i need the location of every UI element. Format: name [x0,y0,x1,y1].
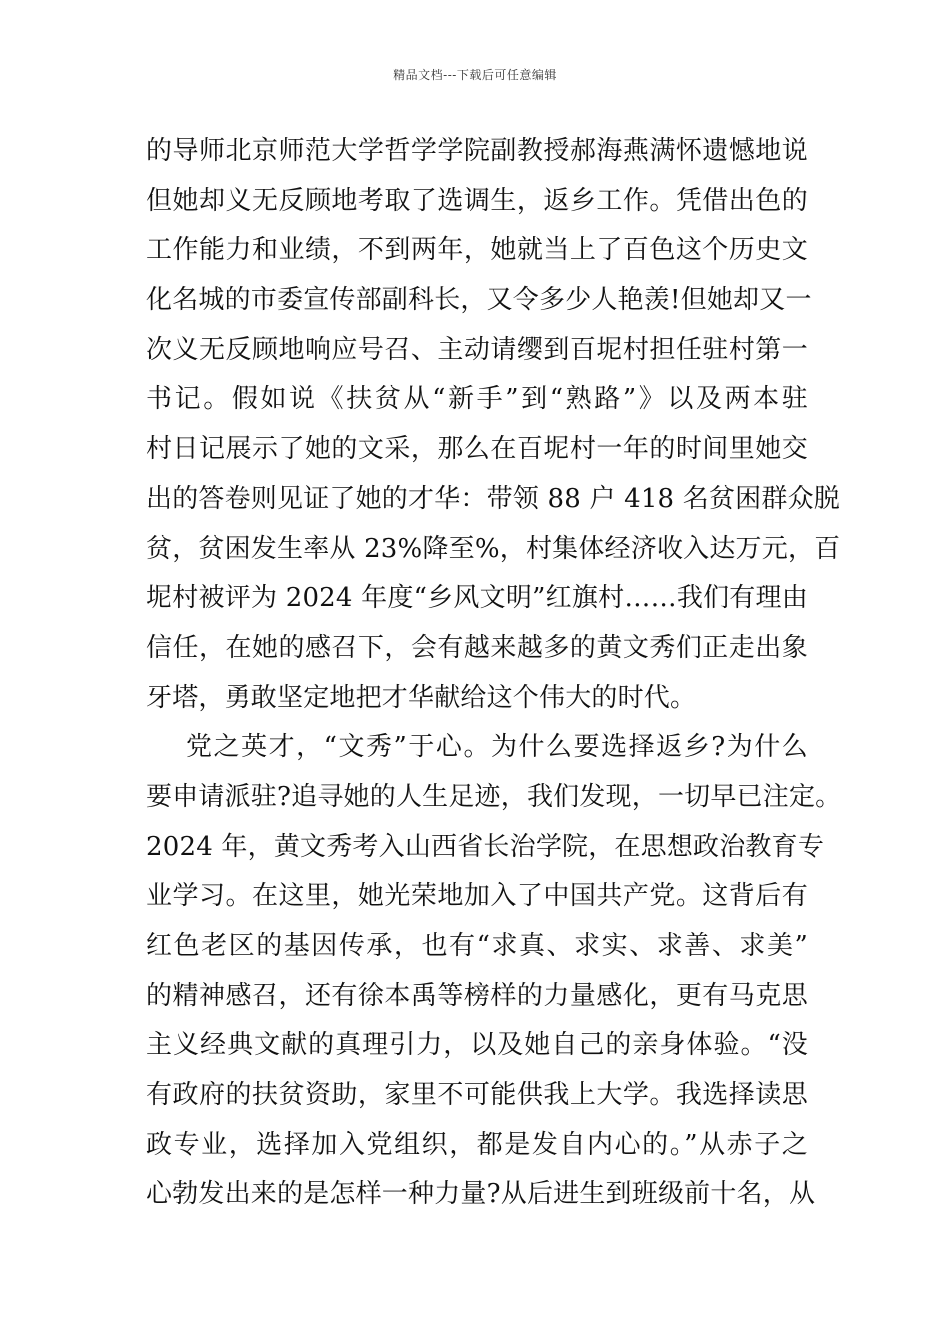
text-line: 业学习。在这里，她光荣地加入了中国共产党。这背后有 [146,881,808,912]
text-line: 出的答卷则见证了她的才华：带领 88 户 418 名贫困群众脱 [146,483,840,514]
text-line: 书记。假如说《扶贫从“新手”到“熟路”》以及两本驻 [146,384,808,415]
text-line: 心勃发出来的是怎样一种力量?从后进生到班级前十名，从 [146,1179,816,1210]
text-line: 信任，在她的感召下，会有越来越多的黄文秀们正走出象 [146,632,808,663]
paragraph-end-line: 牙塔，勇敢坚定地把才华献给这个伟大的时代。 [146,682,697,713]
text-line: 要申请派驻?追寻她的人生足迹，我们发现，一切早已注定。 [146,781,842,812]
text-line: 的精神感召，还有徐本禹等榜样的力量感化，更有马克思 [146,980,808,1011]
text-line: 村日记展示了她的文采，那么在百坭村一年的时间里她交 [146,434,808,465]
text-line: 贫，贫困发生率从 23%降至%，村集体经济收入达万元，百 [146,533,841,564]
text-line: 工作能力和业绩，不到两年，她就当上了百色这个历史文 [146,235,808,266]
text-line: 次义无反顾地响应号召、主动请缨到百坭村担任驻村第一 [146,334,808,365]
text-line: 2024 年，黄文秀考入山西省长治学院，在思想政治教育专 [146,831,825,862]
text-line: 主义经典文献的真理引力，以及她自己的亲身体验。“没 [146,1030,808,1061]
document-body [146,127,842,1220]
text-line: 坭村被评为 2024 年度“乡风文明”红旗村……我们有理由 [146,583,808,614]
text-line: 化名城的市委宣传部副科长，又令多少人艳羡!但她却又一 [146,285,812,316]
text-line: 政专业，选择加入党组织，都是发自内心的。”从赤子之 [146,1129,808,1160]
text-line: 的导师北京师范大学哲学学院副教授郝海燕满怀遗憾地说 [146,136,808,166]
text-line: 但她却义无反顾地考取了选调生，返乡工作。凭借出色的 [146,185,808,216]
page-header: 精品文档---下载后可任意编辑 [393,68,557,82]
text-line: 有政府的扶贫资助，家里不可能供我上大学。我选择读思 [146,1080,808,1111]
text-line: 红色老区的基因传承，也有“求真、求实、求善、求美” [146,931,808,961]
paragraph-start-line: 党之英才，“文秀”于心。为什么要选择返乡?为什么 [186,732,808,763]
